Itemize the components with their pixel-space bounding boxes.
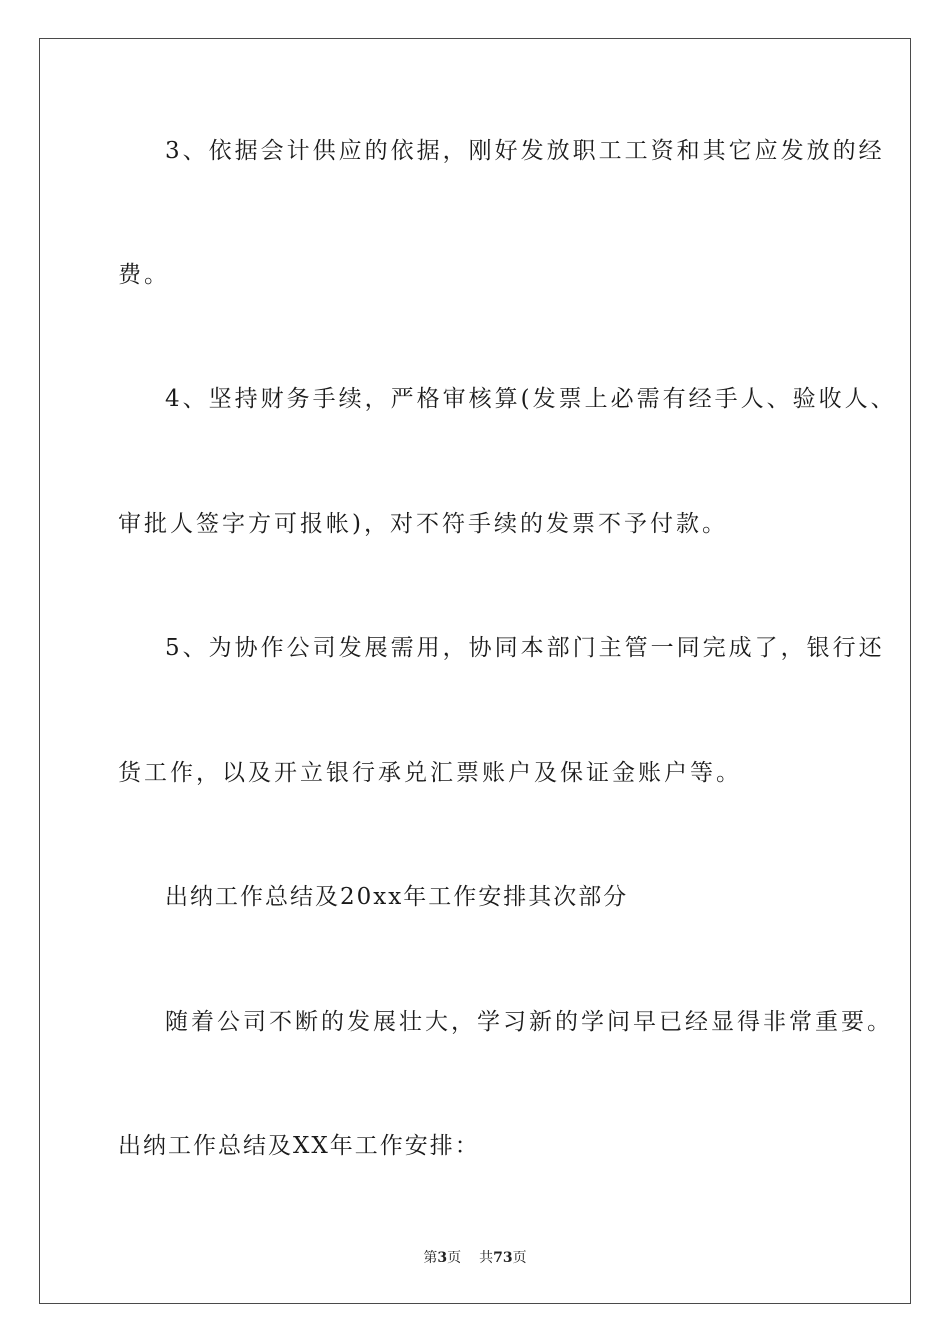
- paragraph-3-line-2: 费。: [118, 262, 170, 288]
- footer-total-pages: 73: [493, 1250, 513, 1266]
- footer-page-number: 3: [437, 1250, 448, 1266]
- paragraph-5-line-2: 货工作，以及开立银行承兑汇票账户及保证金账户等。: [118, 760, 742, 786]
- paragraph-4-line-2: 审批人签字方可报帐)，对不符手续的发票不予付款。: [118, 511, 728, 537]
- section-heading: 出纳工作总结及20xx年工作安排其次部分: [165, 884, 629, 910]
- footer-total-suffix: 页: [512, 1250, 527, 1266]
- subsection-heading: 出纳工作总结及XX年工作安排：: [118, 1133, 480, 1159]
- paragraph-3-line-1: 3、依据会计供应的依据，刚好发放职工工资和其它应发放的经: [165, 138, 885, 164]
- paragraph-5-line-1: 5、为协作公司发展需用，协同本部门主管一同完成了，银行还: [165, 635, 885, 661]
- footer-total-prefix: 共: [479, 1250, 494, 1266]
- intro-paragraph: 随着公司不断的发展壮大，学习新的学问早已经显得非常重要。: [165, 1009, 893, 1035]
- document-page: [39, 38, 911, 1304]
- footer-page-prefix: 第: [423, 1250, 438, 1266]
- page-footer: [40, 1247, 910, 1267]
- footer-page-suffix: 页: [447, 1250, 462, 1266]
- paragraph-4-line-1: 4、坚持财务手续，严格审核算(发票上必需有经手人、验收人、: [165, 386, 897, 412]
